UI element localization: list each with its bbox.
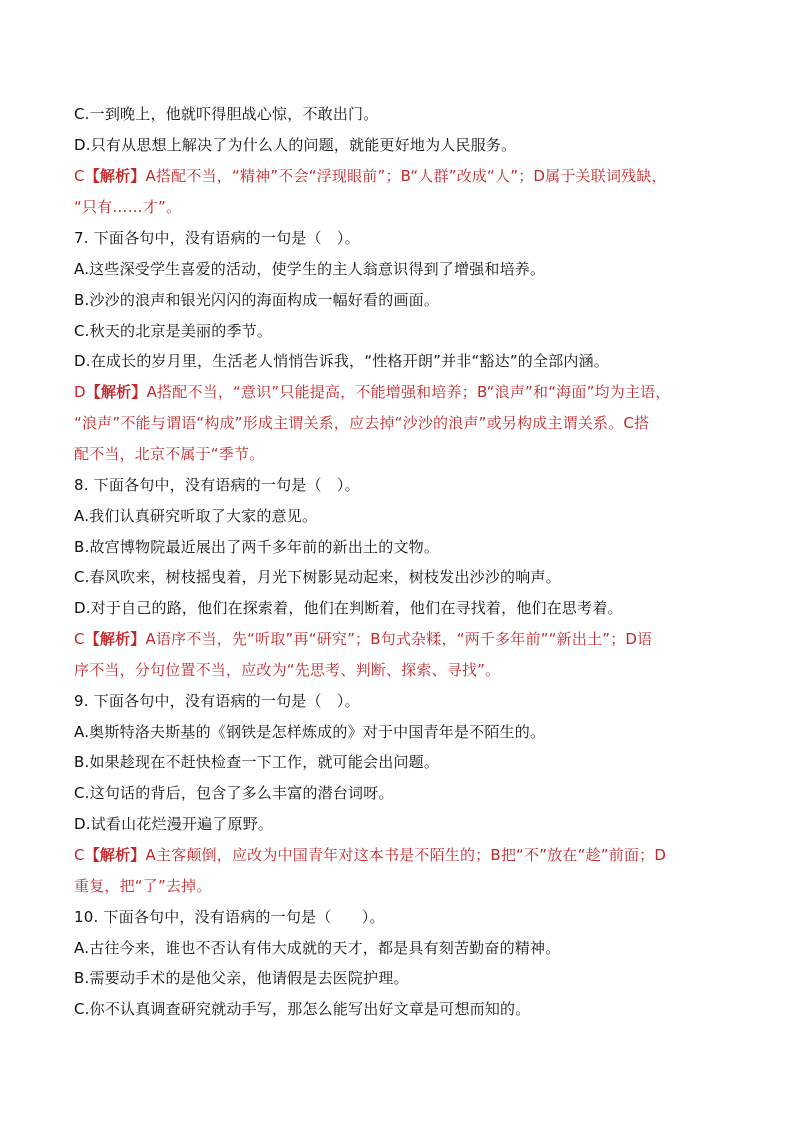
option-line: C.你不认真调查研究就动手写，那怎么能写出好文章是可想而知的。 xyxy=(74,1000,531,1018)
question-line: 7. 下面各句中，没有语病的一句是（ ）。 xyxy=(74,229,360,247)
option-line: A.古往今来，谁也不否认有伟大成就的天才，都是具有刻苦勤奋的精神。 xyxy=(74,939,561,957)
analysis-text: A搭配不当，“意识”只能提高，不能增强和培养；B“浪声”和“海面”均为主语， xyxy=(146,383,671,401)
option-line: A.奥斯特洛夫斯基的《钢铁是怎样炼成的》对于中国青年是不陌生的。 xyxy=(74,723,546,741)
answer-letter: C xyxy=(74,167,85,185)
option-line: D.在成长的岁月里，生活老人悄悄告诉我，“性格开朗”并非“豁达”的全部内涵。 xyxy=(74,352,610,370)
analysis-text: A语序不当，先“听取”再“研究”；B句式杂糅，“两千多年前”“新出土”；D语 xyxy=(145,630,653,648)
question-line: 8. 下面各句中，没有语病的一句是（ ）。 xyxy=(74,476,360,494)
option-line: C.春风吹来，树枝摇曳着，月光下树影晃动起来，树枝发出沙沙的响声。 xyxy=(74,568,561,586)
analysis-text: A主客颠倒，应改为中国青年对这本书是不陌生的；B把“不”放在“趁”前面；D xyxy=(145,846,667,864)
option-line: A.这些深受学生喜爱的活动，使学生的主人翁意识得到了增强和培养。 xyxy=(74,260,546,278)
answer-letter: C xyxy=(74,630,85,648)
answer-line: “浪声”不能与谓语“构成”形成主谓关系，应去掉“沙沙的浪声”或另构成主谓关系。C搭 xyxy=(74,414,650,432)
option-line: B.故宫博物院最近展出了两千多年前的新出土的文物。 xyxy=(74,538,440,556)
option-line: D.试看山花烂漫开遍了原野。 xyxy=(74,815,274,833)
answer-line xyxy=(74,166,734,186)
analysis-tag: 【解析】 xyxy=(84,630,146,648)
analysis-text: A搭配不当，“精神”不会“浮现眼前”；B“人群”改成“人”；D属于关联词残缺， xyxy=(145,167,667,185)
answer-line: “只有……才”。 xyxy=(74,198,182,216)
option-line: C.这句话的背后，包含了多么丰富的潜台词呀。 xyxy=(74,784,394,802)
question-line: 10. 下面各句中，没有语病的一句是（ ）。 xyxy=(74,908,385,926)
answer-line xyxy=(74,845,734,865)
option-line: B.如果趁现在不赶快检查一下工作，就可能会出问题。 xyxy=(74,753,440,771)
answer-line xyxy=(74,382,734,402)
option-line: B.需要动手术的是他父亲，他请假是去医院护理。 xyxy=(74,969,409,987)
analysis-tag: 【解析】 xyxy=(84,167,146,185)
answer-letter: C xyxy=(74,846,85,864)
option-line: A.我们认真研究听取了大家的意见。 xyxy=(74,507,318,525)
answer-line: 序不当，分句位置不当，应改为“先思考、判断、探索、寻找”。 xyxy=(74,661,501,679)
option-line: D.只有从思想上解决了为什么人的问题，就能更好地为人民服务。 xyxy=(74,136,517,154)
answer-letter: D xyxy=(74,383,86,401)
question-line: 9. 下面各句中，没有语病的一句是（ ）。 xyxy=(74,692,360,710)
answer-line: 配不当，北京不属于“季节。 xyxy=(74,445,265,463)
option-line: D.对于自己的路，他们在探索着，他们在判断着，他们在寻找着，他们在思考着。 xyxy=(74,599,623,617)
option-line: C.一到晚上，他就吓得胆战心惊，不敢出门。 xyxy=(74,105,379,123)
analysis-tag: 【解析】 xyxy=(85,383,147,401)
option-line: B.沙沙的浪声和银光闪闪的海面构成一幅好看的画面。 xyxy=(74,291,440,309)
answer-line xyxy=(74,629,734,649)
answer-line: 重复，把“了”去掉。 xyxy=(74,877,212,895)
analysis-tag: 【解析】 xyxy=(84,846,146,864)
option-line: C.秋天的北京是美丽的季节。 xyxy=(74,322,273,340)
